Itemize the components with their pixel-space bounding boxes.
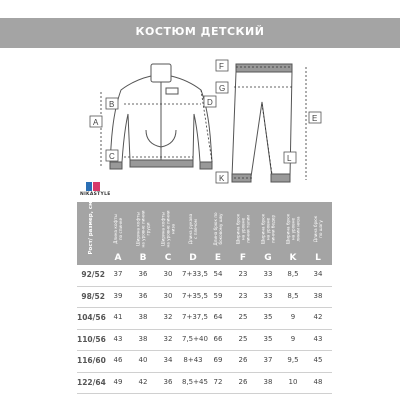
- value-cell: 30: [163, 291, 173, 300]
- value-cell: 26: [238, 377, 248, 386]
- column-header-e: Длина брюк по боковому шву: [213, 211, 223, 246]
- label-d: D: [207, 98, 213, 107]
- value-cell: 8+43: [183, 356, 203, 364]
- label-e: E: [312, 114, 318, 123]
- value-cell: 25: [238, 334, 248, 343]
- size-cell: 116/60: [77, 356, 106, 365]
- value-cell: 7,5+40: [182, 334, 208, 343]
- value-cell: 7+35,5: [182, 291, 208, 300]
- page-title: КОСТЮМ ДЕТСКИЙ: [135, 25, 265, 38]
- table-row: [77, 330, 332, 352]
- value-cell: 9: [290, 334, 296, 343]
- value-cell: 37: [113, 270, 123, 278]
- column-letter-e: E: [214, 253, 222, 263]
- pants-sketch: [232, 64, 292, 182]
- label-b: B: [109, 100, 115, 109]
- column-letter-a: A: [114, 253, 122, 263]
- value-cell: 59: [213, 291, 223, 300]
- value-cell: 48: [313, 377, 323, 386]
- size-table-body: [77, 265, 332, 394]
- value-cell: 39: [113, 291, 123, 300]
- value-cell: 42: [138, 377, 148, 386]
- column-header-k: Ширина брюк на уровне линии низа: [285, 213, 301, 244]
- value-cell: 35: [263, 334, 273, 343]
- column-header-f: Ширина брюк на уровне линии талии: [235, 213, 251, 244]
- value-cell: 69: [213, 356, 223, 364]
- label-l: L: [287, 154, 292, 163]
- value-cell: 38: [313, 291, 323, 300]
- value-cell: 38: [263, 377, 273, 386]
- column-header-l: Длина брюк по шагу: [313, 215, 323, 242]
- label-c: C: [109, 152, 115, 161]
- value-cell: 32: [163, 313, 173, 321]
- column-letter-g: G: [264, 253, 272, 263]
- table-header: [77, 202, 332, 254]
- value-cell: 34: [313, 270, 323, 278]
- letter-row: [77, 254, 332, 265]
- table-row: [77, 308, 332, 330]
- size-column-header: Рост/ размер, см: [88, 201, 94, 255]
- value-cell: 7+37,5: [182, 313, 208, 321]
- label-k: K: [219, 174, 225, 183]
- value-cell: 9: [290, 313, 296, 321]
- value-cell: 10: [288, 377, 298, 386]
- jacket-sketch: [110, 64, 212, 169]
- value-cell: 40: [138, 356, 148, 364]
- brand-logo: [86, 182, 100, 191]
- value-cell: 35: [263, 313, 273, 321]
- column-header-a: Длина кофты по спинке: [113, 213, 123, 244]
- value-cell: 26: [238, 356, 248, 364]
- value-cell: 49: [113, 377, 123, 386]
- size-cell: 122/64: [77, 377, 106, 387]
- size-cell: 92/52: [81, 270, 105, 279]
- column-header-d: Длина рукава с плечом: [188, 213, 198, 244]
- brand-name: NIKASTYLE: [80, 192, 111, 197]
- garment-sketch: [66, 52, 341, 202]
- column-letter-b: B: [139, 253, 147, 263]
- column-letter-l: L: [315, 253, 321, 263]
- value-cell: 36: [138, 291, 148, 300]
- value-cell: 36: [163, 377, 173, 386]
- column-letter-f: F: [239, 253, 247, 263]
- table-row: [77, 373, 332, 395]
- size-cell: 104/56: [77, 313, 106, 322]
- value-cell: 33: [263, 291, 273, 300]
- column-header-c: Ширина кофты на уровне линии низа: [160, 209, 176, 248]
- value-cell: 64: [213, 313, 223, 321]
- value-cell: 32: [163, 334, 173, 343]
- value-cell: 8,5: [287, 270, 299, 278]
- value-cell: 45: [313, 356, 323, 364]
- table-row: [77, 287, 332, 309]
- column-header-g: Ширина брюк на уровне линии бедер: [260, 213, 276, 244]
- value-cell: 46: [113, 356, 123, 364]
- value-cell: 66: [213, 334, 223, 343]
- title-bar: [0, 18, 400, 48]
- value-cell: 72: [213, 377, 223, 386]
- value-cell: 42: [313, 313, 323, 321]
- value-cell: 38: [138, 334, 148, 343]
- column-header-b: Ширина кофты на уровне линии груди: [135, 209, 151, 248]
- table-row: [77, 265, 332, 287]
- value-cell: 23: [238, 291, 248, 300]
- value-cell: 43: [313, 334, 323, 343]
- value-cell: 25: [238, 313, 248, 321]
- column-letter-k: K: [289, 253, 297, 263]
- label-a: A: [93, 118, 99, 127]
- value-cell: 8,5: [287, 291, 299, 300]
- value-cell: 9,5: [287, 356, 299, 364]
- size-cell: 98/52: [81, 291, 105, 301]
- column-letter-c: C: [164, 253, 172, 263]
- value-cell: 30: [163, 270, 173, 278]
- label-g: G: [219, 84, 226, 93]
- value-cell: 43: [113, 334, 123, 343]
- column-letter-d: D: [189, 253, 197, 263]
- value-cell: 54: [213, 270, 223, 278]
- value-cell: 8,5+45: [182, 377, 208, 386]
- size-cell: 110/56: [77, 334, 106, 344]
- value-cell: 37: [263, 356, 273, 364]
- table-row: [77, 351, 332, 373]
- value-cell: 41: [113, 313, 123, 321]
- value-cell: 33: [263, 270, 273, 278]
- value-cell: 38: [138, 313, 148, 321]
- label-f: F: [219, 62, 224, 71]
- value-cell: 23: [238, 270, 248, 278]
- value-cell: 36: [138, 270, 148, 278]
- value-cell: 34: [163, 356, 173, 364]
- garment-diagram: [66, 52, 341, 202]
- brand: [80, 182, 111, 197]
- value-cell: 7+33,5: [182, 270, 208, 278]
